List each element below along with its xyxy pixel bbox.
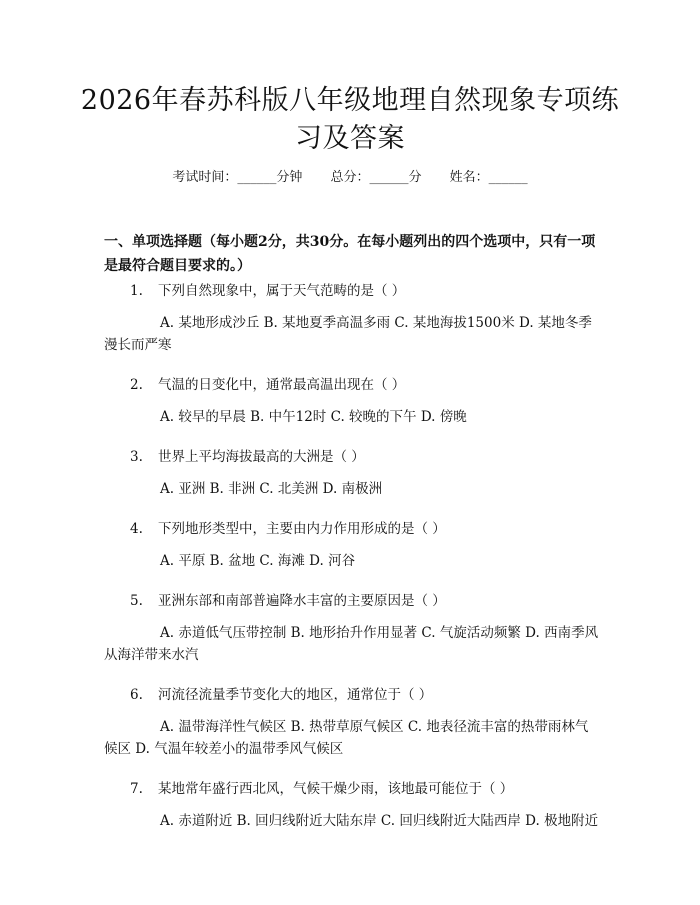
question-item [104,446,600,500]
question-text: 世界上平均海拔最高的大洲是（ ） [158,449,365,465]
question-item [104,518,600,572]
question-list [104,280,600,850]
question-text: 某地常年盛行西北风，气候干燥少雨，该地最可能位于（ ） [158,781,514,797]
question-number: 7. [130,781,143,797]
question-number: 6. [130,687,143,703]
document-title: 2026年春苏科版八年级地理自然现象专项练习及答案 [80,85,620,154]
total-score-field: 总分：______分 [330,170,422,185]
question-options: A. 较早的早晨 B. 中午12时 C. 较晚的下午 D. 傍晚 [160,409,467,425]
section-heading: 一、单项选择题（每小题2分，共30分。在每小题列出的四个选项中，只有一项是最符合题目要求的。） [104,234,596,274]
question-options: A. 温带海洋性气候区 B. 热带草原气候区 C. 地表径流丰富的热带雨林气候区 D. 气温年较差小的温带季风气候区 [104,719,589,757]
student-name-field: 姓名：______ [449,170,528,185]
question-text: 亚洲东部和南部普遍降水丰富的主要原因是（ ） [158,593,446,609]
question-options: A. 赤道附近 B. 回归线附近大陆东岸 C. 回归线附近大陆西岸 D. 极地附近 [160,813,599,829]
question-stem [104,280,600,302]
question-item [104,684,600,760]
question-stem [104,684,600,706]
question-stem [104,518,600,540]
question-options: A. 赤道低气压带控制 B. 地形抬升作用显著 C. 气旋活动频繁 D. 西南季风从海洋带来水汽 [104,625,599,663]
question-options: A. 某地形成沙丘 B. 某地夏季高温多雨 C. 某地海拔1500米 D. 某地冬季漫长而严寒 [104,315,592,353]
question-item [104,374,600,428]
question-options: A. 亚洲 B. 非洲 C. 北美洲 D. 南极洲 [160,481,383,497]
question-stem [104,446,600,468]
question-text: 下列地形类型中，主要由内力作用形成的是（ ） [158,521,446,537]
question-item [104,778,600,832]
question-number: 5. [130,593,143,609]
question-text: 下列自然现象中，属于天气范畴的是（ ） [158,283,406,299]
question-text: 河流径流量季节变化大的地区，通常位于（ ） [158,687,433,703]
question-number: 3. [130,449,143,465]
question-stem [104,590,600,612]
question-text: 气温的日变化中，通常最高温出现在（ ） [158,377,406,393]
question-item [104,280,600,356]
exam-meta [0,168,700,188]
question-number: 4. [130,521,143,537]
question-number: 1. [130,283,143,299]
question-options: A. 平原 B. 盆地 C. 海滩 D. 河谷 [160,553,356,569]
question-stem [104,374,600,396]
question-item [104,590,600,666]
question-stem [104,778,600,800]
question-number: 2. [130,377,143,393]
exam-time-field: 考试时间：______分钟 [172,170,303,185]
